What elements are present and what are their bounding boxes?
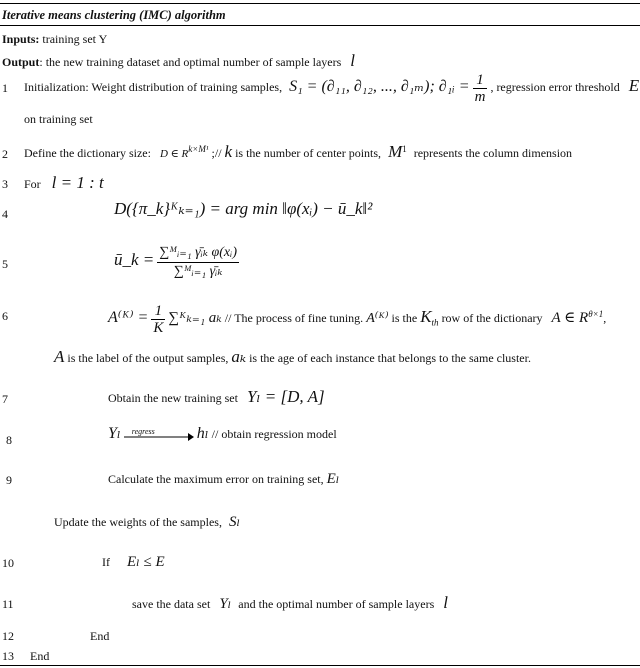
- l9b-S: Sₗ: [228, 514, 241, 530]
- output-line: [2, 52, 355, 69]
- l3-text: For: [24, 177, 41, 191]
- l6-fraction: [151, 303, 165, 336]
- line-6: [108, 296, 606, 340]
- l2-math: D ∈ R: [159, 148, 189, 160]
- top-rule: [0, 3, 640, 4]
- regress-arrow: [124, 428, 194, 442]
- l1-den: m: [474, 88, 486, 105]
- l6b-a: aₖ: [231, 347, 247, 366]
- l1-num: 1: [473, 72, 488, 89]
- line-number-3: 3: [2, 177, 8, 191]
- l11-l: l: [443, 593, 448, 612]
- l2-Msup: 1: [402, 144, 407, 154]
- regress-label: regress: [131, 427, 155, 437]
- line-number-1: 1: [2, 81, 8, 95]
- line-1-cont: on training set: [24, 112, 93, 126]
- l9-E: Eₗ: [326, 471, 340, 487]
- line-number-6: 6: [2, 309, 8, 323]
- bottom-rule: [0, 665, 640, 666]
- line-3: [24, 174, 104, 191]
- line-number-12: 12: [2, 629, 14, 643]
- l6b-A: A: [54, 347, 65, 366]
- l1-fraction: [473, 72, 488, 105]
- line-number-8: 8: [6, 433, 12, 447]
- l5-num: ∑ᴹᵢ₌₁ γ̄ᵢₖ φ(xᵢ): [157, 244, 239, 263]
- line-number-13: 13: [2, 649, 14, 663]
- l6-dictsup: θ×1: [588, 309, 604, 319]
- l1-text: Initialization: Weight distribution of training samples,: [24, 80, 283, 94]
- line-1: [24, 70, 639, 105]
- l2-mid: ;//: [211, 146, 222, 160]
- l6-den: K: [153, 319, 164, 336]
- output-label: Output: [2, 55, 40, 69]
- line-number-10: 10: [2, 556, 14, 570]
- line-number-2: 2: [2, 147, 8, 161]
- l6-dict: A ∈ R: [551, 310, 589, 326]
- l2-k: k: [224, 142, 233, 161]
- l6b-text2: is the age of each instance that belongs to the same cluster.: [249, 351, 531, 365]
- l11-text1: save the data set: [132, 597, 211, 611]
- l6-A: A⁽ᴷ⁾: [366, 311, 389, 326]
- l6-text3: row of the dictionary: [441, 311, 543, 325]
- l6-comma: ,: [603, 311, 607, 325]
- output-text: : the new training dataset and optimal number of sample layers: [39, 55, 342, 69]
- l6-lhs: A⁽ᴷ⁾ =: [108, 309, 149, 326]
- algorithm-title: Iterative means clustering (IMC) algorithm: [2, 8, 226, 22]
- line-12: End: [90, 629, 110, 643]
- l10-math: Eₗ ≤ E: [127, 554, 165, 570]
- line-9: [108, 472, 339, 487]
- arrow-right-icon: [124, 430, 194, 444]
- l6-Kth: K: [420, 307, 432, 326]
- title-rule: [0, 25, 640, 26]
- l11-Y: Yₗ: [219, 596, 232, 612]
- line-number-7: 7: [2, 392, 8, 406]
- l2-M: M: [388, 142, 403, 161]
- line-8: [108, 422, 337, 446]
- l10-if: If: [102, 555, 110, 569]
- l7-math: Yₗ = [D, A]: [246, 387, 325, 406]
- l1-tail: , regression error threshold: [490, 80, 620, 94]
- line-11: [132, 594, 448, 612]
- line-2: [24, 143, 572, 160]
- line-5-formula: [114, 238, 239, 283]
- line-7: [108, 388, 325, 405]
- l6b-text1: is the label of the output samples,: [67, 351, 229, 365]
- l6-th: th: [431, 317, 439, 328]
- l2-text: Define the dictionary size:: [24, 146, 151, 160]
- inputs-line: [2, 33, 107, 45]
- l8-h: hₗ: [196, 425, 209, 442]
- l6-text2: is the: [391, 311, 418, 325]
- l8-text: // obtain regression model: [211, 427, 337, 441]
- line-10: [102, 555, 165, 570]
- output-var: l: [350, 51, 356, 70]
- l11-text2: and the optimal number of sample layers: [238, 597, 435, 611]
- l6-text1: // The process of fine tuning.: [224, 311, 364, 325]
- l1-math: S₁ = (∂₁₁, ∂₁₂, ..., ∂₁ₘ); ∂₁ᵢ =: [289, 78, 470, 95]
- l9b-text: Update the weights of the samples,: [54, 515, 222, 529]
- line-number-5: 5: [2, 257, 8, 271]
- l2-end: represents the column dimension: [413, 146, 573, 160]
- l8-Y: Yₗ: [108, 425, 121, 442]
- line-4-formula: D({π_k}ᴷₖ₌₁) = arg min ‖φ(xᵢ) − ū_k‖²: [114, 199, 373, 218]
- l5-fraction: [157, 244, 239, 281]
- l2-tail: is the number of center points,: [235, 146, 382, 160]
- l6-num: 1: [151, 303, 165, 320]
- line-number-9: 9: [6, 473, 12, 487]
- line-9b: [54, 515, 240, 530]
- l3-math: l = 1 : t: [51, 173, 104, 192]
- l6-sum: ∑ᴷₖ₌₁ aₖ: [168, 310, 222, 326]
- inputs-text: training set Y: [42, 32, 108, 46]
- l7-text: Obtain the new training set: [108, 391, 238, 405]
- line-13: End: [30, 649, 50, 663]
- l9-text: Calculate the maximum error on training set,: [108, 472, 324, 486]
- line-6b: [54, 348, 531, 365]
- inputs-label: Inputs:: [2, 32, 40, 46]
- l2-sup: k×M¹: [188, 144, 209, 154]
- l1-E: E: [628, 76, 640, 95]
- l5-den: ∑ᴹᵢ₌₁ γ̄ᵢₖ: [173, 263, 223, 279]
- line-number-11: 11: [2, 597, 14, 611]
- line-number-4: 4: [2, 207, 8, 221]
- l5-lhs: ū_k =: [114, 250, 155, 269]
